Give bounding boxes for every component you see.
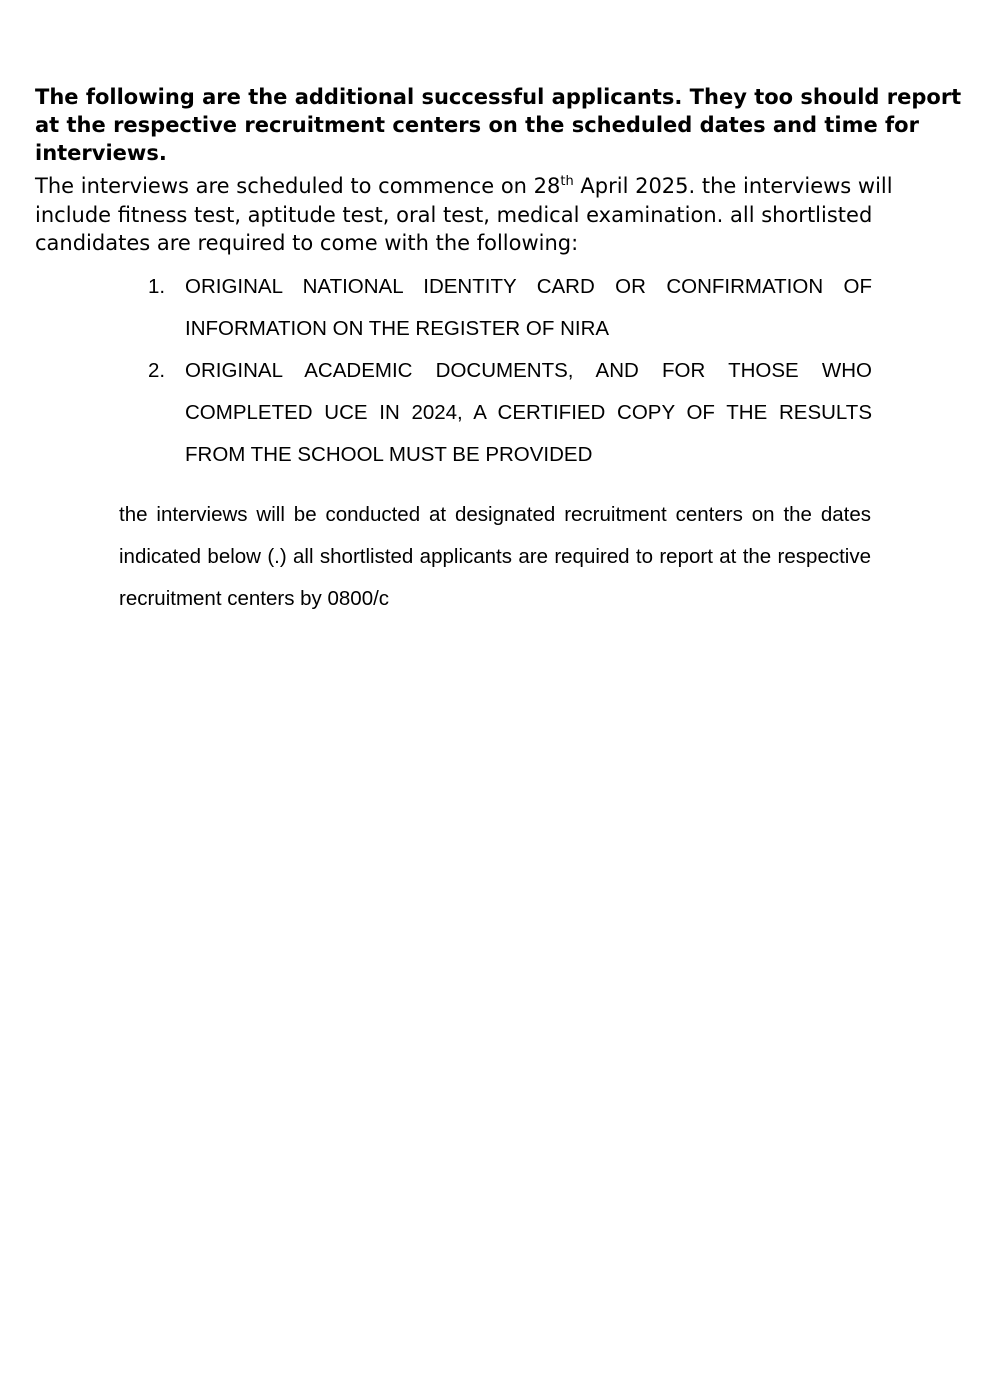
list-item <box>148 350 872 476</box>
interview-schedule-paragraph <box>35 172 965 258</box>
list-item-text: ORIGINAL ACADEMIC DOCUMENTS, AND FOR THOSE WHO COMPLETED UCE IN 2024, A CERTIFIED COPY OF THE RESULTS FROM THE SCHOOL MUST BE PROVIDED <box>185 359 872 466</box>
requirements-list <box>148 266 872 476</box>
list-item-number: 2. <box>148 359 166 382</box>
list-item-text: ORIGINAL NATIONAL IDENTITY CARD OR CONFIRMATION OF INFORMATION ON THE REGISTER OF NIRA <box>185 275 872 340</box>
intro-text-end: April 2025. the interviews will include fitness test, aptitude test, oral test, medical examination. all shortlisted candidates are required to come with the following: <box>35 174 893 255</box>
list-item-number: 1. <box>148 275 166 298</box>
notice-heading: The following are the additional successful applicants. They too should report at the respective recruitment centers on the scheduled dates and time for interviews. <box>35 85 962 165</box>
date-ordinal-superscript: th <box>560 174 574 189</box>
reporting-instructions-paragraph: the interviews will be conducted at designated recruitment centers on the dates indicated below (.) all shortlisted applicants are required to report at the respective recruitment centers by 0800/c <box>119 503 871 610</box>
intro-text-start: The interviews are scheduled to commence on 28 <box>35 174 561 198</box>
list-item <box>148 266 872 350</box>
